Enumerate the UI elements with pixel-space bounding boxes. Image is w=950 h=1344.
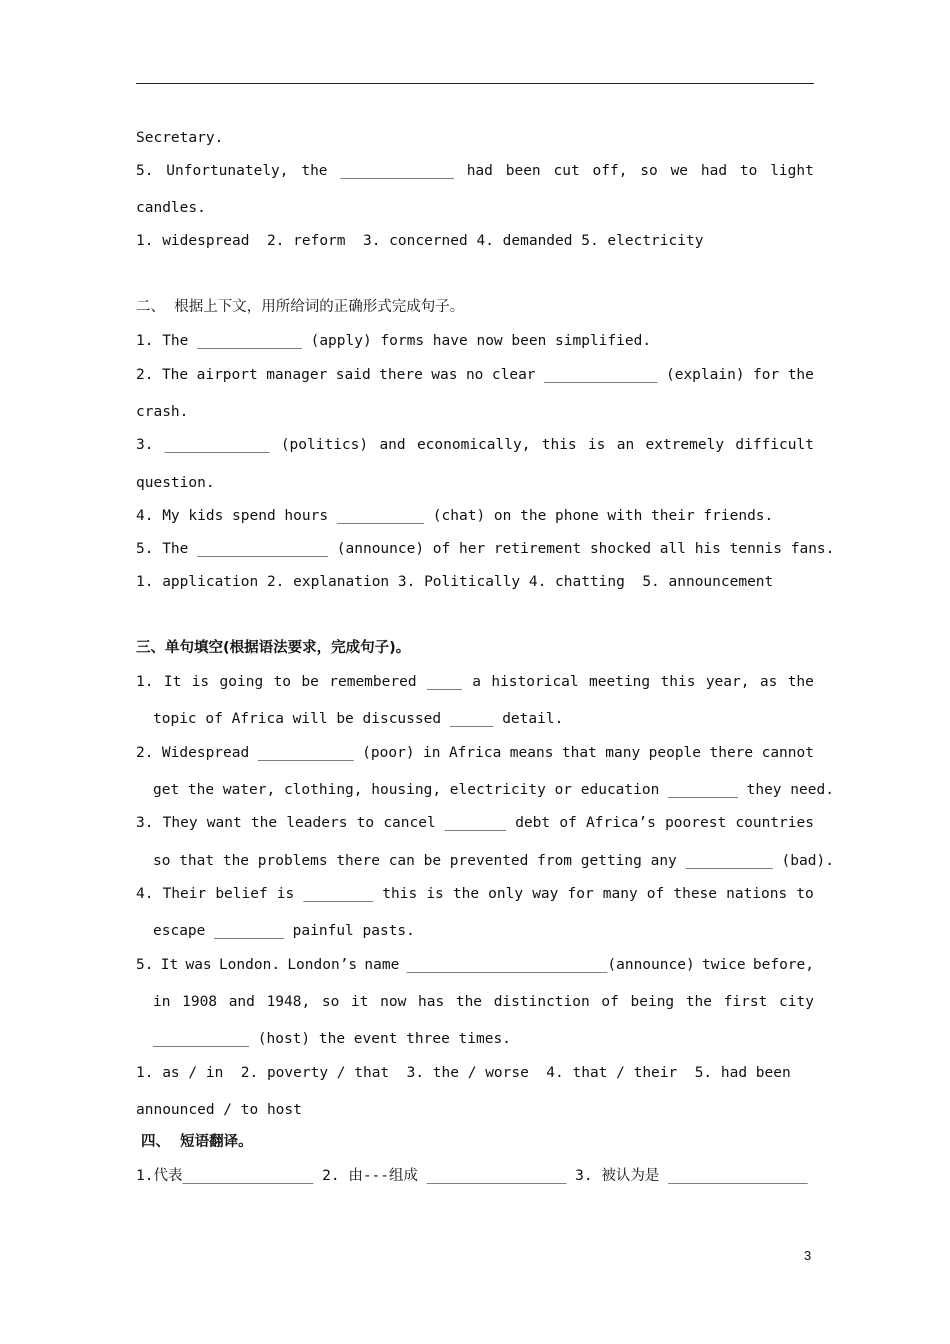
s3-heading: 三、单句填空(根据语法要求，完成句子)。 (136, 640, 411, 656)
word: only (488, 886, 524, 902)
s3-question-3-cont: so that the problems there can be prevented from getting any __________ (bad). (153, 853, 834, 869)
s3-question-2 (136, 743, 814, 763)
word: was (431, 367, 458, 383)
word: to (356, 815, 375, 831)
word: 2. (136, 745, 154, 761)
s1-answers: 1. widespread 2. reform 3. concerned 4. demanded 5. electricity (136, 233, 704, 249)
s3-question-2-cont: get the water, clothing, housing, electricity or education ________ they need. (153, 782, 834, 798)
word: airport (196, 367, 258, 383)
s1-question-5-cont: candles. (136, 200, 206, 216)
s2-question-3-cont: question. (136, 475, 215, 491)
word: Widespread (161, 745, 250, 761)
word: meeting (589, 674, 651, 690)
word: these (673, 886, 718, 902)
header-rule (136, 83, 814, 84)
word: Africa (448, 745, 502, 761)
s3-question-1 (136, 672, 814, 692)
word: the (455, 994, 483, 1010)
s2-question-2-cont: crash. (136, 404, 189, 420)
word: first (723, 994, 768, 1010)
s4-heading: 四、 短语翻译。 (136, 1134, 253, 1150)
word: (politics) (280, 437, 369, 453)
word: means (509, 745, 554, 761)
word: many (602, 886, 638, 902)
word: city (779, 994, 814, 1010)
word: _______ (444, 815, 507, 831)
word: has (417, 994, 445, 1010)
word: said (335, 367, 371, 383)
word: there (379, 367, 423, 383)
word: year, (705, 674, 750, 690)
word: is (191, 674, 210, 690)
word: the (301, 163, 328, 179)
word: we (670, 163, 689, 179)
word: off, (592, 163, 628, 179)
word: leaders (286, 815, 348, 831)
word: to (796, 886, 814, 902)
word: it (351, 994, 369, 1010)
word: people (648, 745, 702, 761)
word: so (640, 163, 658, 179)
word: They (162, 815, 198, 831)
word: light (770, 163, 814, 179)
word: The (161, 367, 189, 383)
word: It (160, 957, 179, 973)
word: nations (726, 886, 788, 902)
word: Africa’s (586, 815, 656, 831)
s2-heading: 二、 根据上下文，用所给词的正确形式完成句子。 (136, 299, 465, 315)
word: is (276, 886, 295, 902)
word: manager (266, 367, 328, 383)
word: the (787, 367, 814, 383)
word: Their (162, 886, 207, 902)
word: that (561, 745, 597, 761)
word: extremely (645, 437, 725, 453)
word: clear (491, 367, 536, 383)
word: poorest (665, 815, 727, 831)
s2-question-4: 4. My kids spend hours __________ (chat) on the phone with their friends. (136, 508, 774, 524)
s2-answers: 1. application 2. explanation 3. Politically 4. chatting 5. announcement (136, 574, 774, 590)
word: to (739, 163, 758, 179)
word: ________ (303, 886, 374, 902)
word: to (273, 674, 292, 690)
word: name (364, 957, 400, 973)
word: had (700, 163, 728, 179)
word: 3. (136, 815, 154, 831)
word: the (250, 815, 278, 831)
page-number: 3 (804, 1248, 812, 1263)
word: the (685, 994, 713, 1010)
word: now (380, 994, 407, 1010)
word: many (605, 745, 641, 761)
word: remembered (329, 674, 417, 690)
word: cannot (761, 745, 814, 761)
word: 1948, (266, 994, 311, 1010)
word: for (753, 367, 780, 383)
word: belief (215, 886, 268, 902)
word: 3. (136, 437, 154, 453)
word: London. (218, 957, 281, 973)
word: being (630, 994, 675, 1010)
word: Unfortunately, (166, 163, 289, 179)
word: ____ (426, 674, 462, 690)
word: 5. (136, 163, 154, 179)
word: cut (553, 163, 580, 179)
word: no (465, 367, 484, 383)
word: before, (752, 957, 814, 973)
word: in (153, 994, 171, 1010)
word: been (505, 163, 541, 179)
word: want (206, 815, 242, 831)
s2-question-1: 1. The ____________ (apply) forms have now been simplified. (136, 333, 652, 349)
s3-answers-cont: announced / to host (136, 1102, 302, 1118)
word: _____________ (544, 367, 658, 383)
word: of (559, 815, 577, 831)
word: is (587, 437, 606, 453)
word: 1. (136, 674, 154, 690)
word: this (660, 674, 696, 690)
s2-question-5: 5. The _______________ (announce) of her retirement shocked all his tennis fans. (136, 541, 835, 557)
word: and (379, 437, 406, 453)
word: the (787, 674, 814, 690)
word: a (472, 674, 481, 690)
word: be (301, 674, 319, 690)
word: this (541, 437, 577, 453)
word: 4. (136, 886, 154, 902)
s3-question-5-cont-2: ___________ (host) the event three times. (153, 1031, 511, 1047)
word: difficult (735, 437, 814, 453)
s1-question-5 (136, 161, 814, 181)
word: as (759, 674, 778, 690)
s1-line-secretary: Secretary. (136, 130, 224, 146)
word: for (567, 886, 594, 902)
word: way (532, 886, 559, 902)
word: is (426, 886, 444, 902)
word: _____________ (340, 163, 454, 179)
word: London’s (287, 957, 358, 973)
word: countries (735, 815, 814, 831)
word: ___________ (257, 745, 354, 761)
word: an (616, 437, 635, 453)
word: and (228, 994, 255, 1010)
word: in (423, 745, 441, 761)
word: this (382, 886, 418, 902)
s3-answers: 1. as / in 2. poverty / that 3. the / worse 4. that / their 5. had been (136, 1065, 791, 1081)
word: It (163, 674, 182, 690)
s3-question-3 (136, 813, 814, 833)
word: economically, (416, 437, 531, 453)
word: (explain) (665, 367, 745, 383)
s3-question-4 (136, 884, 814, 904)
word: was (185, 957, 212, 973)
word: distinction (493, 994, 590, 1010)
word: debt (515, 815, 551, 831)
word: the (452, 886, 480, 902)
s3-question-5 (136, 955, 814, 975)
word: ____________ (164, 437, 270, 453)
word: so (321, 994, 340, 1010)
word: of (601, 994, 619, 1010)
s3-question-5-cont (153, 992, 814, 1012)
word: 5. (136, 957, 154, 973)
s3-question-4-cont: escape ________ painful pasts. (153, 923, 415, 939)
word: cancel (383, 815, 436, 831)
s3-question-1-cont: topic of Africa will be discussed _____ detail. (153, 711, 564, 727)
s2-question-2 (136, 365, 814, 385)
word: 2. (136, 367, 154, 383)
word: there (709, 745, 754, 761)
word: had (466, 163, 493, 179)
word: of (646, 886, 665, 902)
word: twice (701, 957, 746, 973)
s4-items: 1.代表_______________ 2. 由---组成 ________________ 3. 被认为是 ________________ (136, 1168, 808, 1184)
word: going (219, 674, 264, 690)
word: (poor) (362, 745, 415, 761)
word: 1908 (182, 994, 218, 1010)
word: _______________________(announce) (406, 957, 695, 973)
word: historical (491, 674, 579, 690)
s2-question-3 (136, 435, 814, 455)
